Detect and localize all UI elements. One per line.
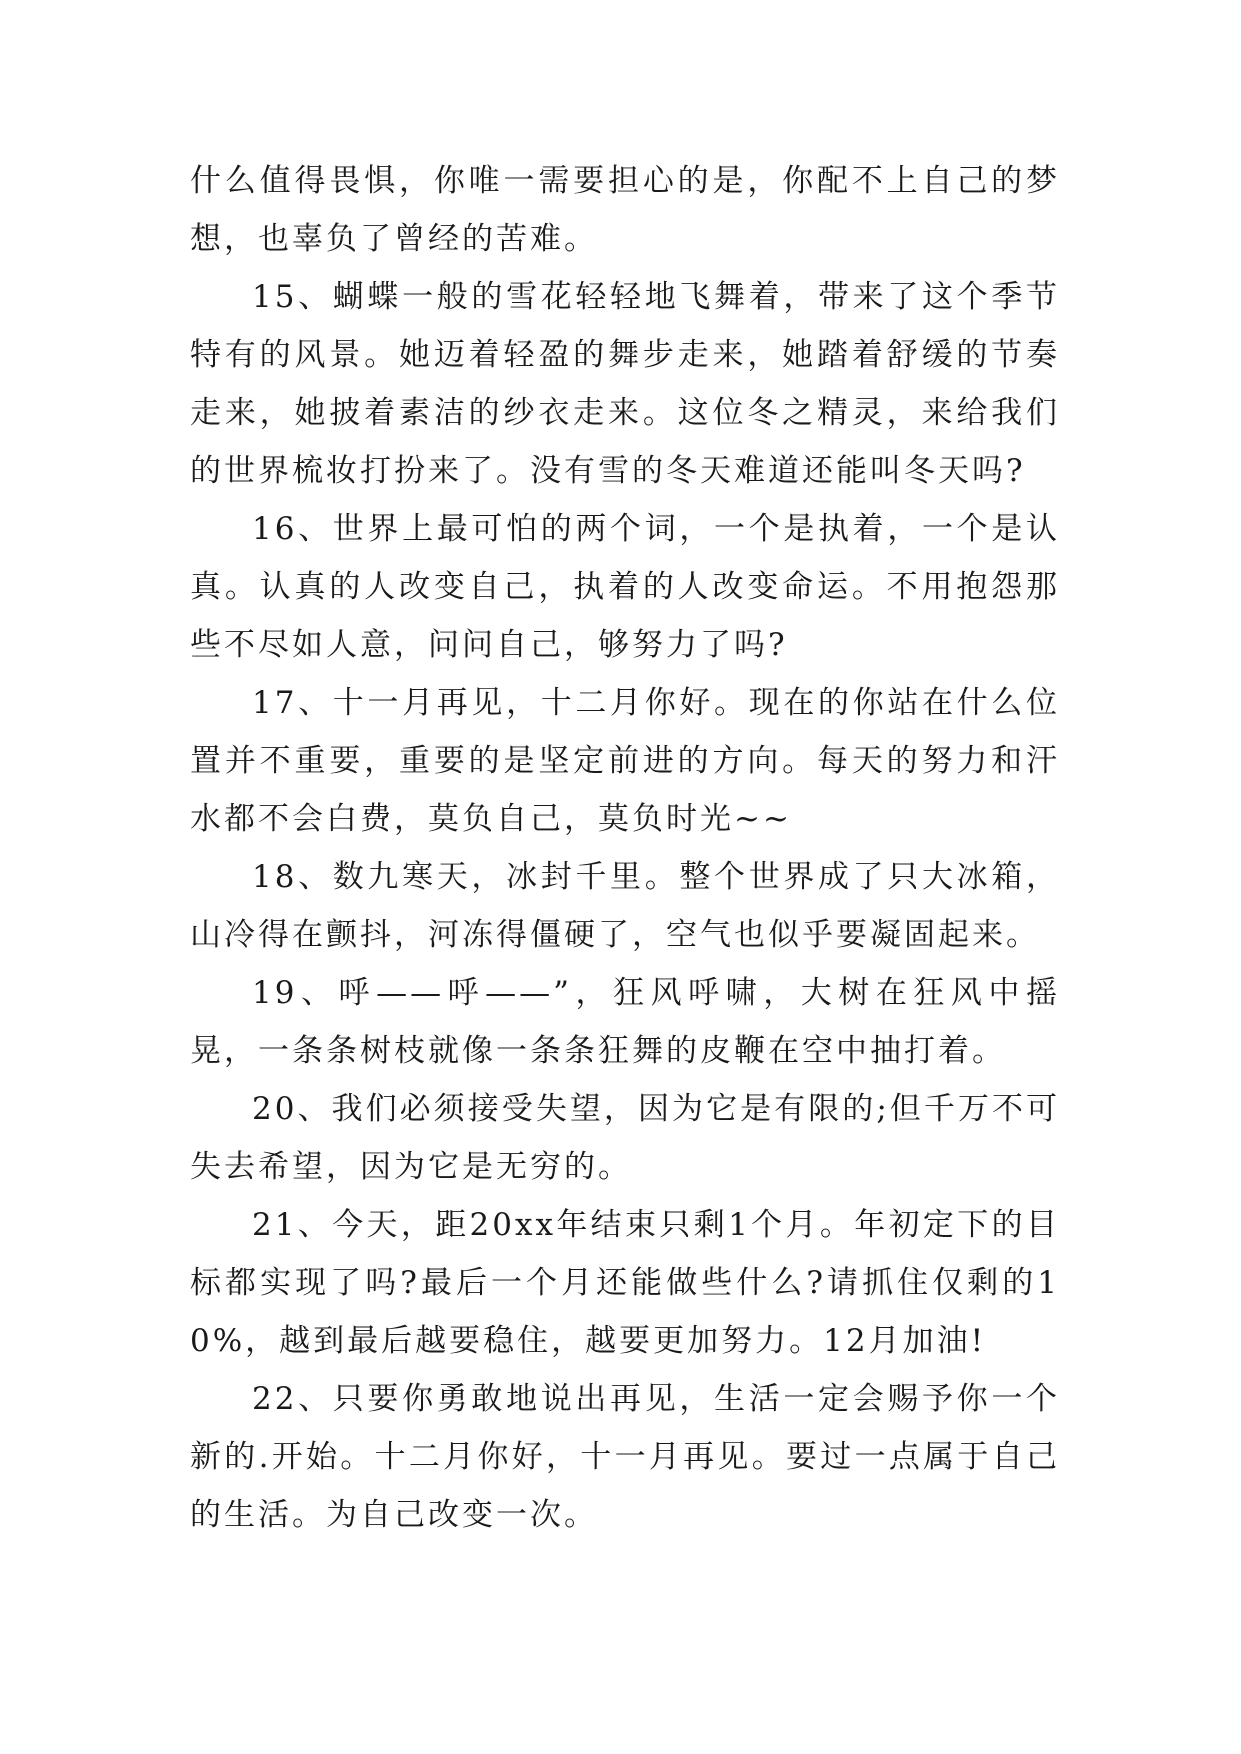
paragraph-continuation: 什么值得畏惧，你唯一需要担心的是，你配不上自己的梦想，也辜负了曾经的苦难。 xyxy=(190,163,1060,257)
paragraph-16: 16、世界上最可怕的两个词，一个是执着，一个是认真。认真的人改变自己，执着的人改变命运。不用抱怨那些不尽如人意，问问自己，够努力了吗? xyxy=(190,511,1060,663)
paragraph-15: 15、蝴蝶一般的雪花轻轻地飞舞着，带来了这个季节特有的风景。她迈着轻盈的舞步走来，她踏着舒缓的节奏走来，她披着素洁的纱衣走来。这位冬之精灵，来给我们的世界梳妆打扮来了。没有雪的冬天难道还能叫冬天吗? xyxy=(190,279,1060,489)
paragraph-22: 22、只要你勇敢地说出再见，生活一定会赐予你一个新的.开始。十二月你好，十一月再见。要过一点属于自己的生活。为自己改变一次。 xyxy=(190,1381,1060,1533)
paragraph-18: 18、数九寒天，冰封千里。整个世界成了只大冰箱，山冷得在颤抖，河冻得僵硬了，空气也似乎要凝固起来。 xyxy=(190,859,1060,953)
paragraph-17: 17、十一月再见，十二月你好。现在的你站在什么位置并不重要，重要的是坚定前进的方向。每天的努力和汗水都不会白费，莫负自己，莫负时光~~ xyxy=(190,685,1060,837)
paragraph-19: 19、呼——呼——”，狂风呼啸，大树在狂风中摇晃，一条条树枝就像一条条狂舞的皮鞭在空中抽打着。 xyxy=(190,975,1060,1069)
paragraph-21: 21、今天，距20xx年结束只剩1个月。年初定下的目标都实现了吗?最后一个月还能做些什么?请抓住仅剩的10%，越到最后越要稳住，越要更加努力。12月加油! xyxy=(190,1207,1060,1359)
document-body xyxy=(190,152,1060,1544)
paragraph-20: 20、我们必须接受失望，因为它是有限的;但千万不可失去希望，因为它是无穷的。 xyxy=(190,1091,1060,1185)
